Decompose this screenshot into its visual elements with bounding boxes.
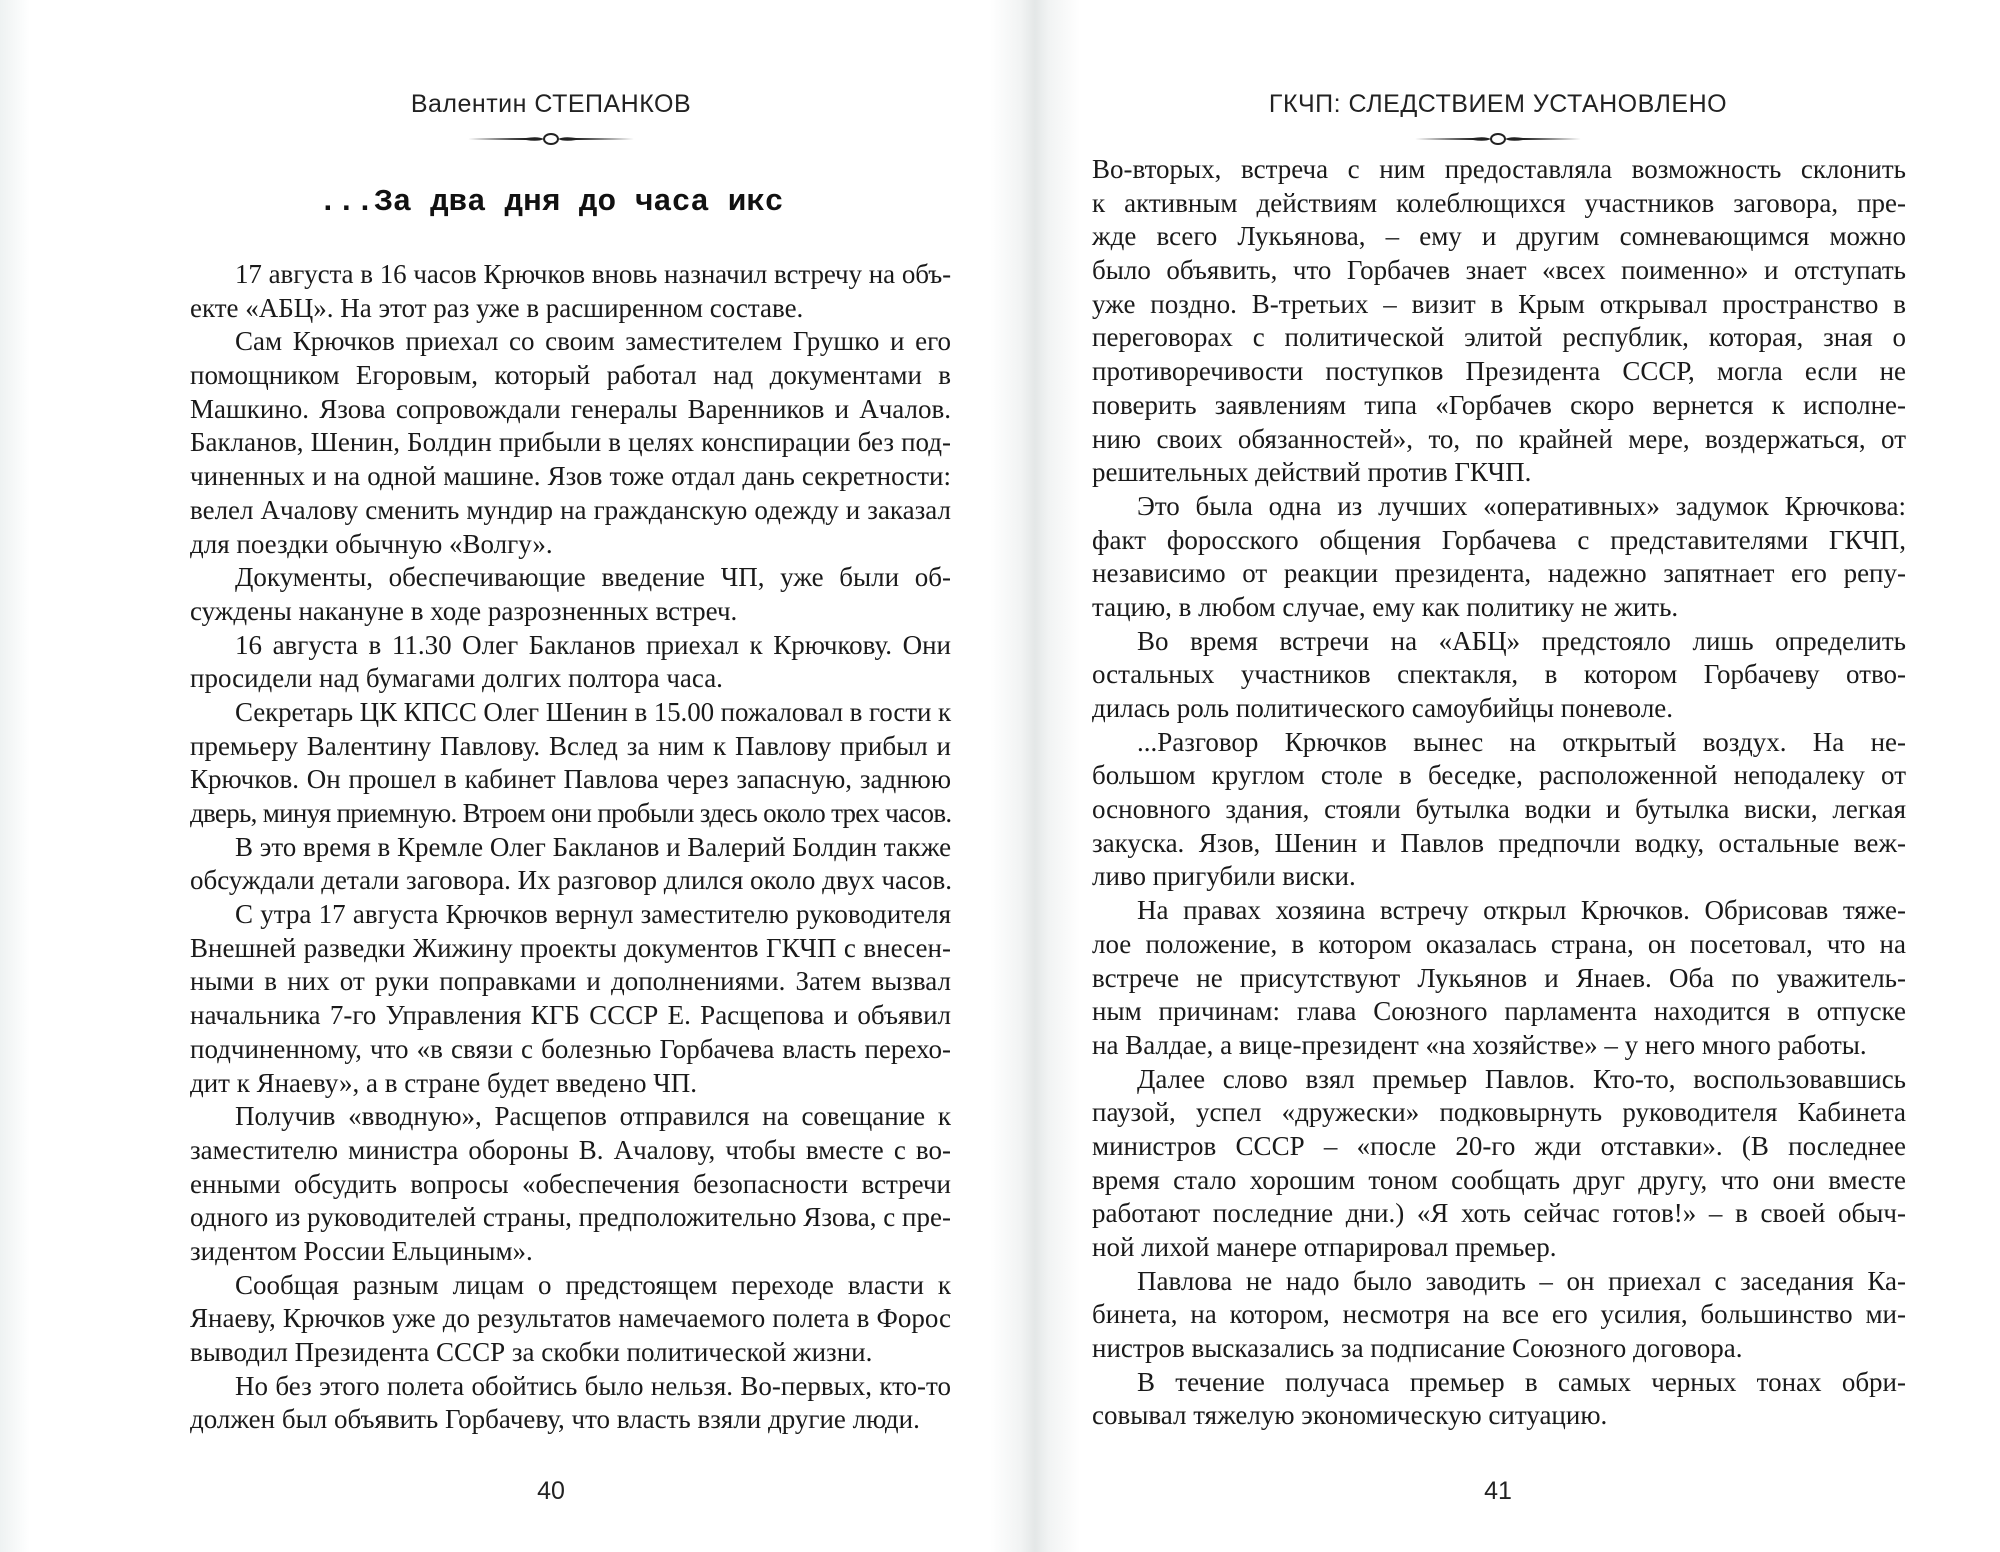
text-line: ным причинам: глава Союзного парламента находится в отпуске — [1092, 996, 1906, 1027]
text-line: обсуждали детали заговора. Их разговор длился около двух часов. — [190, 865, 953, 896]
paragraph — [1092, 490, 1906, 625]
chapter-title: ...За два дня до часа икс — [318, 185, 784, 220]
text-line: Сообщая разным лицам о предстоящем переходе власти к — [235, 1269, 951, 1300]
ornament-divider-icon — [1413, 130, 1583, 148]
text-line: ...Разговор Крючков вынес на открытый воздух. На не- — [1137, 726, 1906, 757]
paragraph — [190, 898, 951, 1100]
text-line: ливо пригубили виски. — [1092, 861, 1356, 892]
page-number-right: 41 — [1484, 1477, 1512, 1505]
text-line: встрече не присутствуют Лукьянов и Янаев. Оба по уважитель- — [1092, 962, 1906, 993]
paragraph — [1092, 625, 1906, 726]
text-line: ной лихой манере отпарировал премьер. — [1092, 1232, 1557, 1262]
text-line: работают последние дни.) «Я хоть сейчас готов!» – в своей обыч- — [1092, 1198, 1906, 1229]
text-line: на Валдае, а вице-президент «на хозяйстве» – у него много работы. — [1092, 1029, 1867, 1060]
text-line: велел Ачалову сменить мундир на гражданскую одежду и заказал — [190, 494, 951, 525]
text-line: бинета, на котором, несмотря на все его усилия, большинство ми- — [1092, 1299, 1906, 1330]
text-line: противоречивости поступков Президента СССР, могла если не — [1092, 356, 1906, 387]
text-line: время стало хорошим тоном сообщать друг другу, что они вместе — [1092, 1164, 1906, 1195]
paragraph — [190, 561, 951, 628]
text-line: Далее слово взял премьер Павлов. Кто-то, воспользовавшись — [1137, 1063, 1906, 1094]
text-line: 16 августа в 11.30 Олег Бакланов приехал к Крючкову. Они — [235, 629, 951, 660]
text-line: Документы, обеспечивающие введение ЧП, уже были об- — [235, 562, 951, 593]
text-line: дит к Янаеву», а в стране будет введено ЧП. — [190, 1067, 698, 1098]
text-line: Во время встречи на «АБЦ» предстояло лишь определить — [1137, 625, 1906, 656]
paragraph — [190, 629, 951, 696]
right-page-body-text — [1092, 153, 1906, 1433]
text-line: Крючков. Он прошел в кабинет Павлова через запасную, заднюю — [190, 764, 951, 795]
paragraph — [190, 258, 951, 325]
text-line: независимо от реакции президента, надежно запятнает его репу- — [1092, 558, 1906, 589]
paragraph — [190, 696, 951, 831]
text-line: нию своих обязанностей», то, по крайней мере, воздержаться, от — [1092, 423, 1906, 454]
text-line: решительных действий против ГКЧП. — [1092, 457, 1532, 488]
text-line: На правах хозяина встречу открыл Крючков. Обрисовав тяже- — [1137, 895, 1906, 926]
text-line: чиненных и на одной машине. Язов тоже отдал дань секретности: — [190, 461, 951, 492]
paragraph — [1092, 894, 1906, 1062]
text-line: Янаеву, Крючков уже до результатов намечаемого полета в Форос — [190, 1303, 951, 1334]
text-line: С утра 17 августа Крючков вернул заместителю руководителя — [235, 899, 951, 930]
paragraph — [1092, 726, 1906, 894]
text-line: основного здания, стояли бутылка водки и бутылка виски, легкая — [1092, 794, 1906, 825]
running-head-author: Валентин СТЕПАНКОВ — [410, 90, 692, 118]
text-line: премьеру Валентину Павлову. Вслед за ним к Павлову прибыл и — [190, 730, 951, 761]
page-edge-shadow — [0, 0, 30, 1552]
text-line: подчиненному, что «в связи с болезнью Горбачева власть перехо- — [190, 1033, 951, 1064]
text-line: большом круглом столе в беседке, расположенной неподалеку от — [1092, 760, 1906, 791]
text-line: совывал тяжелую экономическую ситуацию. — [1092, 1400, 1608, 1431]
text-line: выводил Президента СССР за скобки политической жизни. — [190, 1337, 873, 1367]
text-line: 17 августа в 16 часов Крючков вновь назначил встречу на объ- — [235, 259, 951, 289]
text-line: помощником Егоровым, который работал над документами в — [190, 360, 951, 391]
text-line: Секретарь ЦК КПСС Олег Шенин в 15.00 пожаловал в гости к — [235, 696, 951, 727]
text-line: министров СССР – «после 20-го жди отставки». (В последнее — [1092, 1130, 1906, 1161]
paragraph — [1092, 153, 1906, 490]
paragraph — [1092, 1265, 1906, 1366]
text-line: Павлова не надо было заводить – он приехал с заседания Ка- — [1137, 1265, 1906, 1296]
left-page-body-text — [190, 258, 951, 1437]
paragraph — [190, 831, 951, 898]
text-line: заместителю министра обороны В. Ачалову, чтобы вместе с во- — [190, 1134, 951, 1165]
text-line: начальника 7-го Управления КГБ СССР Е. Расщепова и объявил — [190, 1000, 951, 1031]
paragraph — [190, 1100, 951, 1268]
text-line: Сам Крючков приехал со своим заместителем Грушко и его — [235, 326, 951, 357]
text-line: уже поздно. В-третьих – визит в Крым открывал пространство в — [1092, 288, 1906, 319]
text-line: Во-вторых, встреча с ним предоставляла возможность склонить — [1092, 154, 1906, 184]
text-line: дверь, минуя приемную. Втроем они пробыли здесь около трех часов. — [190, 798, 952, 828]
text-line: остальных участников спектакля, в котором Горбачеву отво- — [1092, 659, 1906, 690]
text-line: факт форосского общения Горбачева с представителями ГКЧП, — [1092, 524, 1906, 555]
ornament-divider-icon — [466, 130, 636, 148]
text-line: к активным действиям колеблющихся участников заговора, пре- — [1092, 187, 1906, 218]
text-line: просидели над бумагами долгих полтора часа. — [190, 663, 723, 694]
book-gutter — [990, 0, 1080, 1552]
paragraph — [190, 1370, 951, 1437]
text-line: дилась роль политического самоубийцы поневоле. — [1092, 693, 1674, 723]
text-line: Бакланов, Шенин, Болдин прибыли в целях конспирации без под- — [190, 427, 951, 458]
text-line: переговорах с политической элитой республик, которая, зная о — [1092, 322, 1906, 353]
paragraph — [1092, 1366, 1906, 1433]
text-line: тацию, в любом случае, ему как политику не жить. — [1092, 591, 1679, 622]
text-line: нистров высказались за подписание Союзного договора. — [1092, 1333, 1743, 1364]
text-line: одного из руководителей страны, предположительно Язова, с пре- — [190, 1202, 951, 1233]
paragraph — [190, 1269, 951, 1370]
text-line: Это была одна из лучших «оперативных» задумок Крючкова: — [1137, 490, 1906, 521]
paragraph — [190, 325, 951, 561]
text-line: Получив «вводную», Расщепов отправился на совещание к — [235, 1101, 951, 1132]
paragraph — [1092, 1063, 1906, 1265]
text-line: было объявить, что Горбачев знает «всех поименно» и отступать — [1092, 255, 1906, 286]
text-line: жде всего Лукьянова, – ему и другим сомневающимся можно — [1092, 221, 1906, 252]
text-line: В это время в Кремле Олег Бакланов и Валерий Болдин также — [235, 831, 952, 862]
text-line: зидентом России Ельциным». — [190, 1235, 533, 1266]
text-line: поверить заявлениям типа «Горбачев скоро вернется к исполне- — [1092, 389, 1906, 420]
running-head-book-title: ГКЧП: СЛЕДСТВИЕМ УСТАНОВЛЕНО — [1268, 90, 1728, 118]
text-line: должен был объявить Горбачеву, что власть взяли другие люди. — [190, 1404, 920, 1435]
text-line: Машкино. Язова сопровождали генералы Варенников и Ачалов. — [190, 393, 951, 424]
text-line: Внешней разведки Жижину проекты документов ГКЧП с внесен- — [190, 932, 951, 963]
text-line: Но без этого полета обойтись было нельзя. Во-первых, кто-то — [235, 1370, 951, 1401]
text-line: для поездки обычную «Волгу». — [190, 528, 553, 559]
text-line: екте «АБЦ». На этот раз уже в расширенном составе. — [190, 292, 804, 323]
text-line: енными обсудить вопросы «обеспечения безопасности встречи — [190, 1168, 951, 1199]
page-number-left: 40 — [537, 1477, 565, 1505]
text-line: В течение получаса премьер в самых черных тонах обри- — [1137, 1366, 1906, 1397]
text-line: паузой, успел «дружески» подковырнуть руководителя Кабинета — [1092, 1097, 1906, 1128]
text-line: ными в них от руки поправками и дополнениями. Затем вызвал — [190, 966, 951, 997]
text-line: лое положение, в котором оказалась страна, он посетовал, что на — [1092, 928, 1906, 959]
text-line: закуска. Язов, Шенин и Павлов предпочли водку, остальные веж- — [1092, 827, 1906, 858]
text-line: суждены накануне в ходе разрозненных встреч. — [190, 595, 738, 626]
